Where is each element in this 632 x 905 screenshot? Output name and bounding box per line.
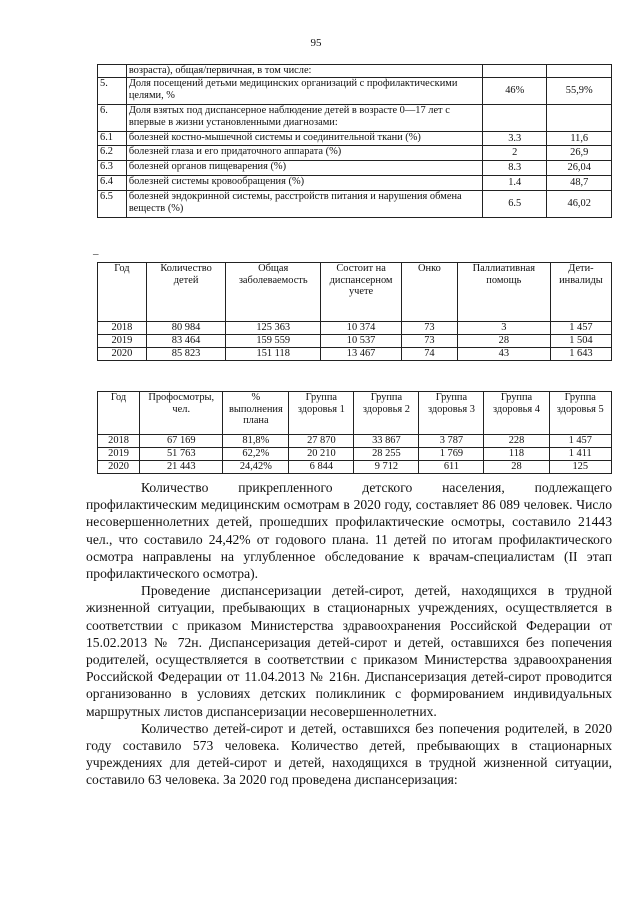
indicator-text: возраста), общая/первичная, в том числе: (126, 65, 482, 78)
column-header: Год (98, 392, 140, 435)
column-header: Группа здоровья 1 (289, 392, 354, 435)
page-number: 95 (310, 37, 322, 49)
value-2020: 26,04 (547, 161, 612, 176)
table-cell: 159 559 (226, 335, 321, 348)
indicator-row (98, 78, 612, 105)
row-number: 6.1 (98, 132, 127, 146)
indicator-row (98, 161, 612, 176)
row-number: 6. (98, 105, 127, 132)
table-cell: 81,8% (223, 435, 289, 448)
column-header: Группа здоровья 5 (549, 392, 611, 435)
value-2020 (547, 105, 612, 132)
value-2020: 26,9 (547, 146, 612, 161)
indicators-table (97, 64, 612, 218)
table-row (98, 448, 612, 461)
table-cell: 24,42% (223, 461, 289, 474)
table-cell: 1 411 (549, 448, 611, 461)
paragraph: Количество детей-сирот и детей, оставшихся без попечения родителей, в 2020 году составило 573 человека. Количество детей, пребывающих в стационарных учреждениях для детей-сирот и детей, находящихся в трудной жизненной ситуации, составило 63 человека. За 2020 год проведена диспансеризация: (86, 720, 612, 788)
indicator-text: болезней эндокринной системы, расстройств питания и нарушения обмена веществ (%) (126, 191, 482, 218)
table-cell: 125 363 (226, 322, 321, 335)
table-cell: 43 (457, 348, 550, 361)
indicator-text: болезней системы кровообращения (%) (126, 176, 482, 191)
column-header: Количество детей (146, 263, 225, 322)
table-cell: 73 (402, 322, 458, 335)
table-cell: 73 (402, 335, 458, 348)
table-cell: 2018 (98, 435, 140, 448)
column-header: Группа здоровья 2 (354, 392, 419, 435)
table-cell: 33 867 (354, 435, 419, 448)
table-cell: 2018 (98, 322, 147, 335)
table-cell: 151 118 (226, 348, 321, 361)
value-2020: 48,7 (547, 176, 612, 191)
value-2019 (483, 105, 547, 132)
table-row (98, 461, 612, 474)
table-cell: 118 (484, 448, 549, 461)
table-cell: 1 504 (550, 335, 611, 348)
value-2019: 2 (483, 146, 547, 161)
table-cell: 67 169 (140, 435, 223, 448)
table-cell: 2019 (98, 335, 147, 348)
row-number: 5. (98, 78, 127, 105)
row-number: 6.5 (98, 191, 127, 218)
table-cell: 1 457 (549, 435, 611, 448)
column-header: % выполнения плана (223, 392, 289, 435)
value-2019: 1.4 (483, 176, 547, 191)
preventive-exams-table (97, 391, 612, 474)
table-cell: 611 (419, 461, 484, 474)
column-header: Общая заболеваемость (226, 263, 321, 322)
children-morbidity-table (97, 262, 612, 361)
table-cell: 125 (549, 461, 611, 474)
value-2019: 6.5 (483, 191, 547, 218)
table-cell: 228 (484, 435, 549, 448)
value-2019: 8.3 (483, 161, 547, 176)
indicator-row (98, 65, 612, 78)
table-cell: 28 255 (354, 448, 419, 461)
table-cell: 3 787 (419, 435, 484, 448)
table-cell: 1 457 (550, 322, 611, 335)
table-cell: 10 537 (321, 335, 402, 348)
table-cell: 85 823 (146, 348, 225, 361)
table-cell: 6 844 (289, 461, 354, 474)
header-row (98, 263, 612, 322)
indicator-row (98, 191, 612, 218)
table-cell: 20 210 (289, 448, 354, 461)
table-cell: 1 769 (419, 448, 484, 461)
table-cell: 1 643 (550, 348, 611, 361)
indicator-text: Доля взятых под диспансерное наблюдение детей в возрасте 0—17 лет с впервые в жизни установленными диагнозами: (126, 105, 482, 132)
row-number: 6.3 (98, 161, 127, 176)
row-number (98, 65, 127, 78)
indicator-text: Доля посещений детьми медицинских организаций с профилактическими целями, % (126, 78, 482, 105)
table-cell: 3 (457, 322, 550, 335)
table-cell: 62,2% (223, 448, 289, 461)
table-cell: 28 (484, 461, 549, 474)
table-row (98, 322, 612, 335)
indicator-row (98, 132, 612, 146)
body-text (86, 479, 612, 789)
column-header: Состоит на диспансерном учете (321, 263, 402, 322)
paragraph: Проведение диспансеризации детей-сирот, детей, находящихся в трудной жизненной ситуации, пребывающих в стационарных учреждениях, осуществляется в соответствии с приказом Министерства здравоохранения Российской Федерации от 15.02.2013 № 72н. Диспансеризация детей-сирот и детей, оставшихся без попечения родителей, осуществляется в соответствии с приказом Министерства здравоохранения Российской Федерации от 11.04.2013 № 216н. Диспансеризация детей-сирот проводится организованно в условиях детских поликлиник с формированием индивидуальных маршрутных листов диспансеризации несовершеннолетних. (86, 583, 612, 719)
column-header: Группа здоровья 3 (419, 392, 484, 435)
table-cell: 27 870 (289, 435, 354, 448)
value-2020: 55,9% (547, 78, 612, 105)
column-header: Онко (402, 263, 458, 322)
column-header: Группа здоровья 4 (484, 392, 549, 435)
table-row (98, 435, 612, 448)
value-2020: 11,6 (547, 132, 612, 146)
indicator-row (98, 176, 612, 191)
column-header: Дети-инвалиды (550, 263, 611, 322)
value-2020: 46,02 (547, 191, 612, 218)
table-cell: 2020 (98, 461, 140, 474)
table-cell: 21 443 (140, 461, 223, 474)
column-header: Год (98, 263, 147, 322)
header-row (98, 392, 612, 435)
table-cell: 51 763 (140, 448, 223, 461)
separator-dash: – (93, 248, 99, 260)
table-cell: 74 (402, 348, 458, 361)
value-2019: 46% (483, 78, 547, 105)
row-number: 6.2 (98, 146, 127, 161)
row-number: 6.4 (98, 176, 127, 191)
table-cell: 28 (457, 335, 550, 348)
table-cell: 9 712 (354, 461, 419, 474)
table-cell: 2019 (98, 448, 140, 461)
indicator-text: болезней глаза и его придаточного аппарата (%) (126, 146, 482, 161)
value-2019: 3.3 (483, 132, 547, 146)
value-2020 (547, 65, 612, 78)
column-header: Профосмотры, чел. (140, 392, 223, 435)
table-cell: 13 467 (321, 348, 402, 361)
indicator-row (98, 105, 612, 132)
paragraph: Количество прикрепленного детского населения, подлежащего профилактическим медицинским осмотрам в 2020 году, составляет 86 089 человек. Число несовершеннолетних детей, прошедших профилактические осмотры, составило 21443 чел., что составило 24,42% от годового плана. 11 детей по итогам профилактического осмотра направлены на углубленное обследование к врачам-специалистам (II этап профилактического осмотра). (86, 480, 612, 582)
table-cell: 83 464 (146, 335, 225, 348)
indicator-text: болезней органов пищеварения (%) (126, 161, 482, 176)
table-cell: 80 984 (146, 322, 225, 335)
indicator-text: болезней костно-мышечной системы и соединительной ткани (%) (126, 132, 482, 146)
table-cell: 2020 (98, 348, 147, 361)
table-row (98, 335, 612, 348)
indicator-row (98, 146, 612, 161)
table-cell: 10 374 (321, 322, 402, 335)
value-2019 (483, 65, 547, 78)
column-header: Паллиативная помощь (457, 263, 550, 322)
table-row (98, 348, 612, 361)
